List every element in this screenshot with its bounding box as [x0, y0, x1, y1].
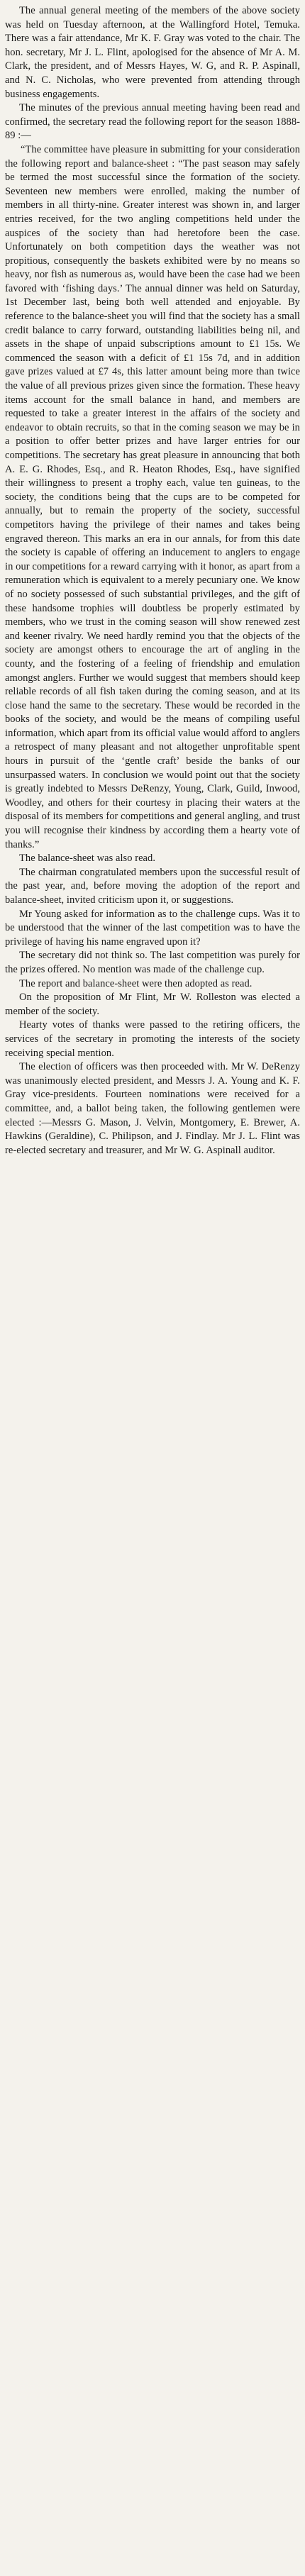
paragraph-minutes: The minutes of the previous annual meeting having been read and confirmed, the secretary read the following report for the season 1888-89 :— — [5, 102, 300, 142]
paragraph-votes-of-thanks: Hearty votes of thanks were passed to the retiring officers, the services of the secretary in promoting the interests of the society receiving special mention. — [5, 1019, 300, 1059]
news-article — [5, 0, 300, 1157]
paragraph-report-adopted: The report and balance-sheet were then adopted as read. — [19, 977, 253, 989]
paragraph-committee-report: “The committee have pleasure in submitting for your consideration the following report and balance-sheet : “The past season may safely be termed the most successful since the formation of the society. Seventeen new members were enrolled, making the number of members in all thirty-nine. Greater interest was shown in, and larger entries received, for the two angling competitions held under the auspices of the society than had heretofore been the case. Unfortunately on both competition days the weather was not propitious, consequently the baskets exhibited were by no means so heavy, nor fish as numerous as, would have been the case had we been favored with ‘fishing days.’ The annual dinner was held on Saturday, 1st December last, being both well attended and enjoyable. By reference to the balance-sheet you will find that the society has a small credit balance to carry forward, outstanding liabilities being nil, and assets in the shape of unpaid subscriptions amount to £1 15s. We commenced the season with a deficit of £1 15s 7d, and in addition gave prizes valued at £7 4s, this latter amount being more than twice the value of all previous prizes given since the formation. These heavy items account for the small balance in hand, and members are requested to take a greater interest in the affairs of the society and endeavor to obtain recruits, so that in the coming season we may be in a position to offer better prizes and have larger entries for our competitions. The secretary has great pleasure in announcing that both A. E. G. Rhodes, Esq., and R. Heaton Rhodes, Esq., have signified their willingness to present a trophy each, value ten guineas, to the society, the conditions being that the cups are to be competed for annually, but to remain the property of the society, successful competitors having the privilege of their names and takes being engraved thereon. This marks an era in our annals, for from this date the society is capable of offering an inducement to anglers to engage in our competitions for a reward carrying with it honor, as apart from a remuneration which is equivalent to a merely pecuniary one. We know of no society possessed of such substantial privileges, and the gift of these handsome trophies will doubtless be properly estimated by members, who we trust in the coming season will show renewed zest and keener rivalry. We need hardly remind you that the objects of the society are amongst others to encourage the art of angling in the county, and the fostering of a feeling of friendship and emulation amongst anglers. Further we would suggest that members should keep reliable records of all fish taken during the coming season, and at its close hand the same to the secretary. These would be recorded in the books of the society, and would be the means of compiling useful information, which apart from its official value would afford to anglers a retrospect of many pleasant and not altogether unprofitable spent hours in pursuit of the ‘gentle craft’ beside the banks of our unsurpassed waters. In conclusion we would point out that the society is greatly indebted to Messrs DeRenzy, Young, Clark, Guild, Inwood, Woodley, and others for their courtesy in placing their waters at the disposal of its members for competitions and general angling, and trust you will recognise their kindness by according them a hearty vote of thanks.” — [5, 143, 300, 850]
paragraph-election-of-officers: The election of officers was then proceeded with. Mr W. DeRenzy was unanimously elected president, and Messrs J. A. Young and K. F. Gray vice-presidents. Fourteen nominations were received for a committee, and, a ballot being taken, the following gentlemen were elected :—Messrs G. Mason, J. Velvin, Montgomery, E. Brewer, A. Hawkins (Geraldine), C. Philipson, and J. Findlay. Mr J. L. Flint was re-elected secretary and treasurer, and Mr W. G. Aspinall auditor. — [5, 1061, 300, 1156]
paragraph-secretary-reply: The secretary did not think so. The last competition was purely for the prizes offered. No mention was made of the challenge cup. — [5, 950, 300, 975]
paragraph-young-question: Mr Young asked for information as to the challenge cups. Was it to be understood that the winner of the last competition was to have the privilege of having his name engraved upon it? — [5, 908, 300, 948]
paragraph-new-member: On the proposition of Mr Flint, Mr W. Rolleston was elected a member of the society. — [5, 992, 300, 1017]
paragraph-meeting-intro: The annual general meeting of the members of the above society was held on Tuesday afternoon, at the Wallingford Hotel, Temuka. There was a fair attendance, Mr K. F. Gray was voted to the chair. The hon. secretary, Mr J. L. Flint, apologised for the absence of Mr A. M. Clark, the president, and of Messrs Hayes, W. G, and R. P. Aspinall, and N. C. Nicholas, who were prevented from attending through business engagements. — [5, 5, 300, 100]
paragraph-chairman: The chairman congratulated members upon the successful result of the past year, and, before moving the adoption of the report and balance-sheet, invited criticism upon it, or suggestions. — [5, 866, 300, 906]
paragraph-balance-sheet: The balance-sheet was also read. — [19, 853, 156, 865]
